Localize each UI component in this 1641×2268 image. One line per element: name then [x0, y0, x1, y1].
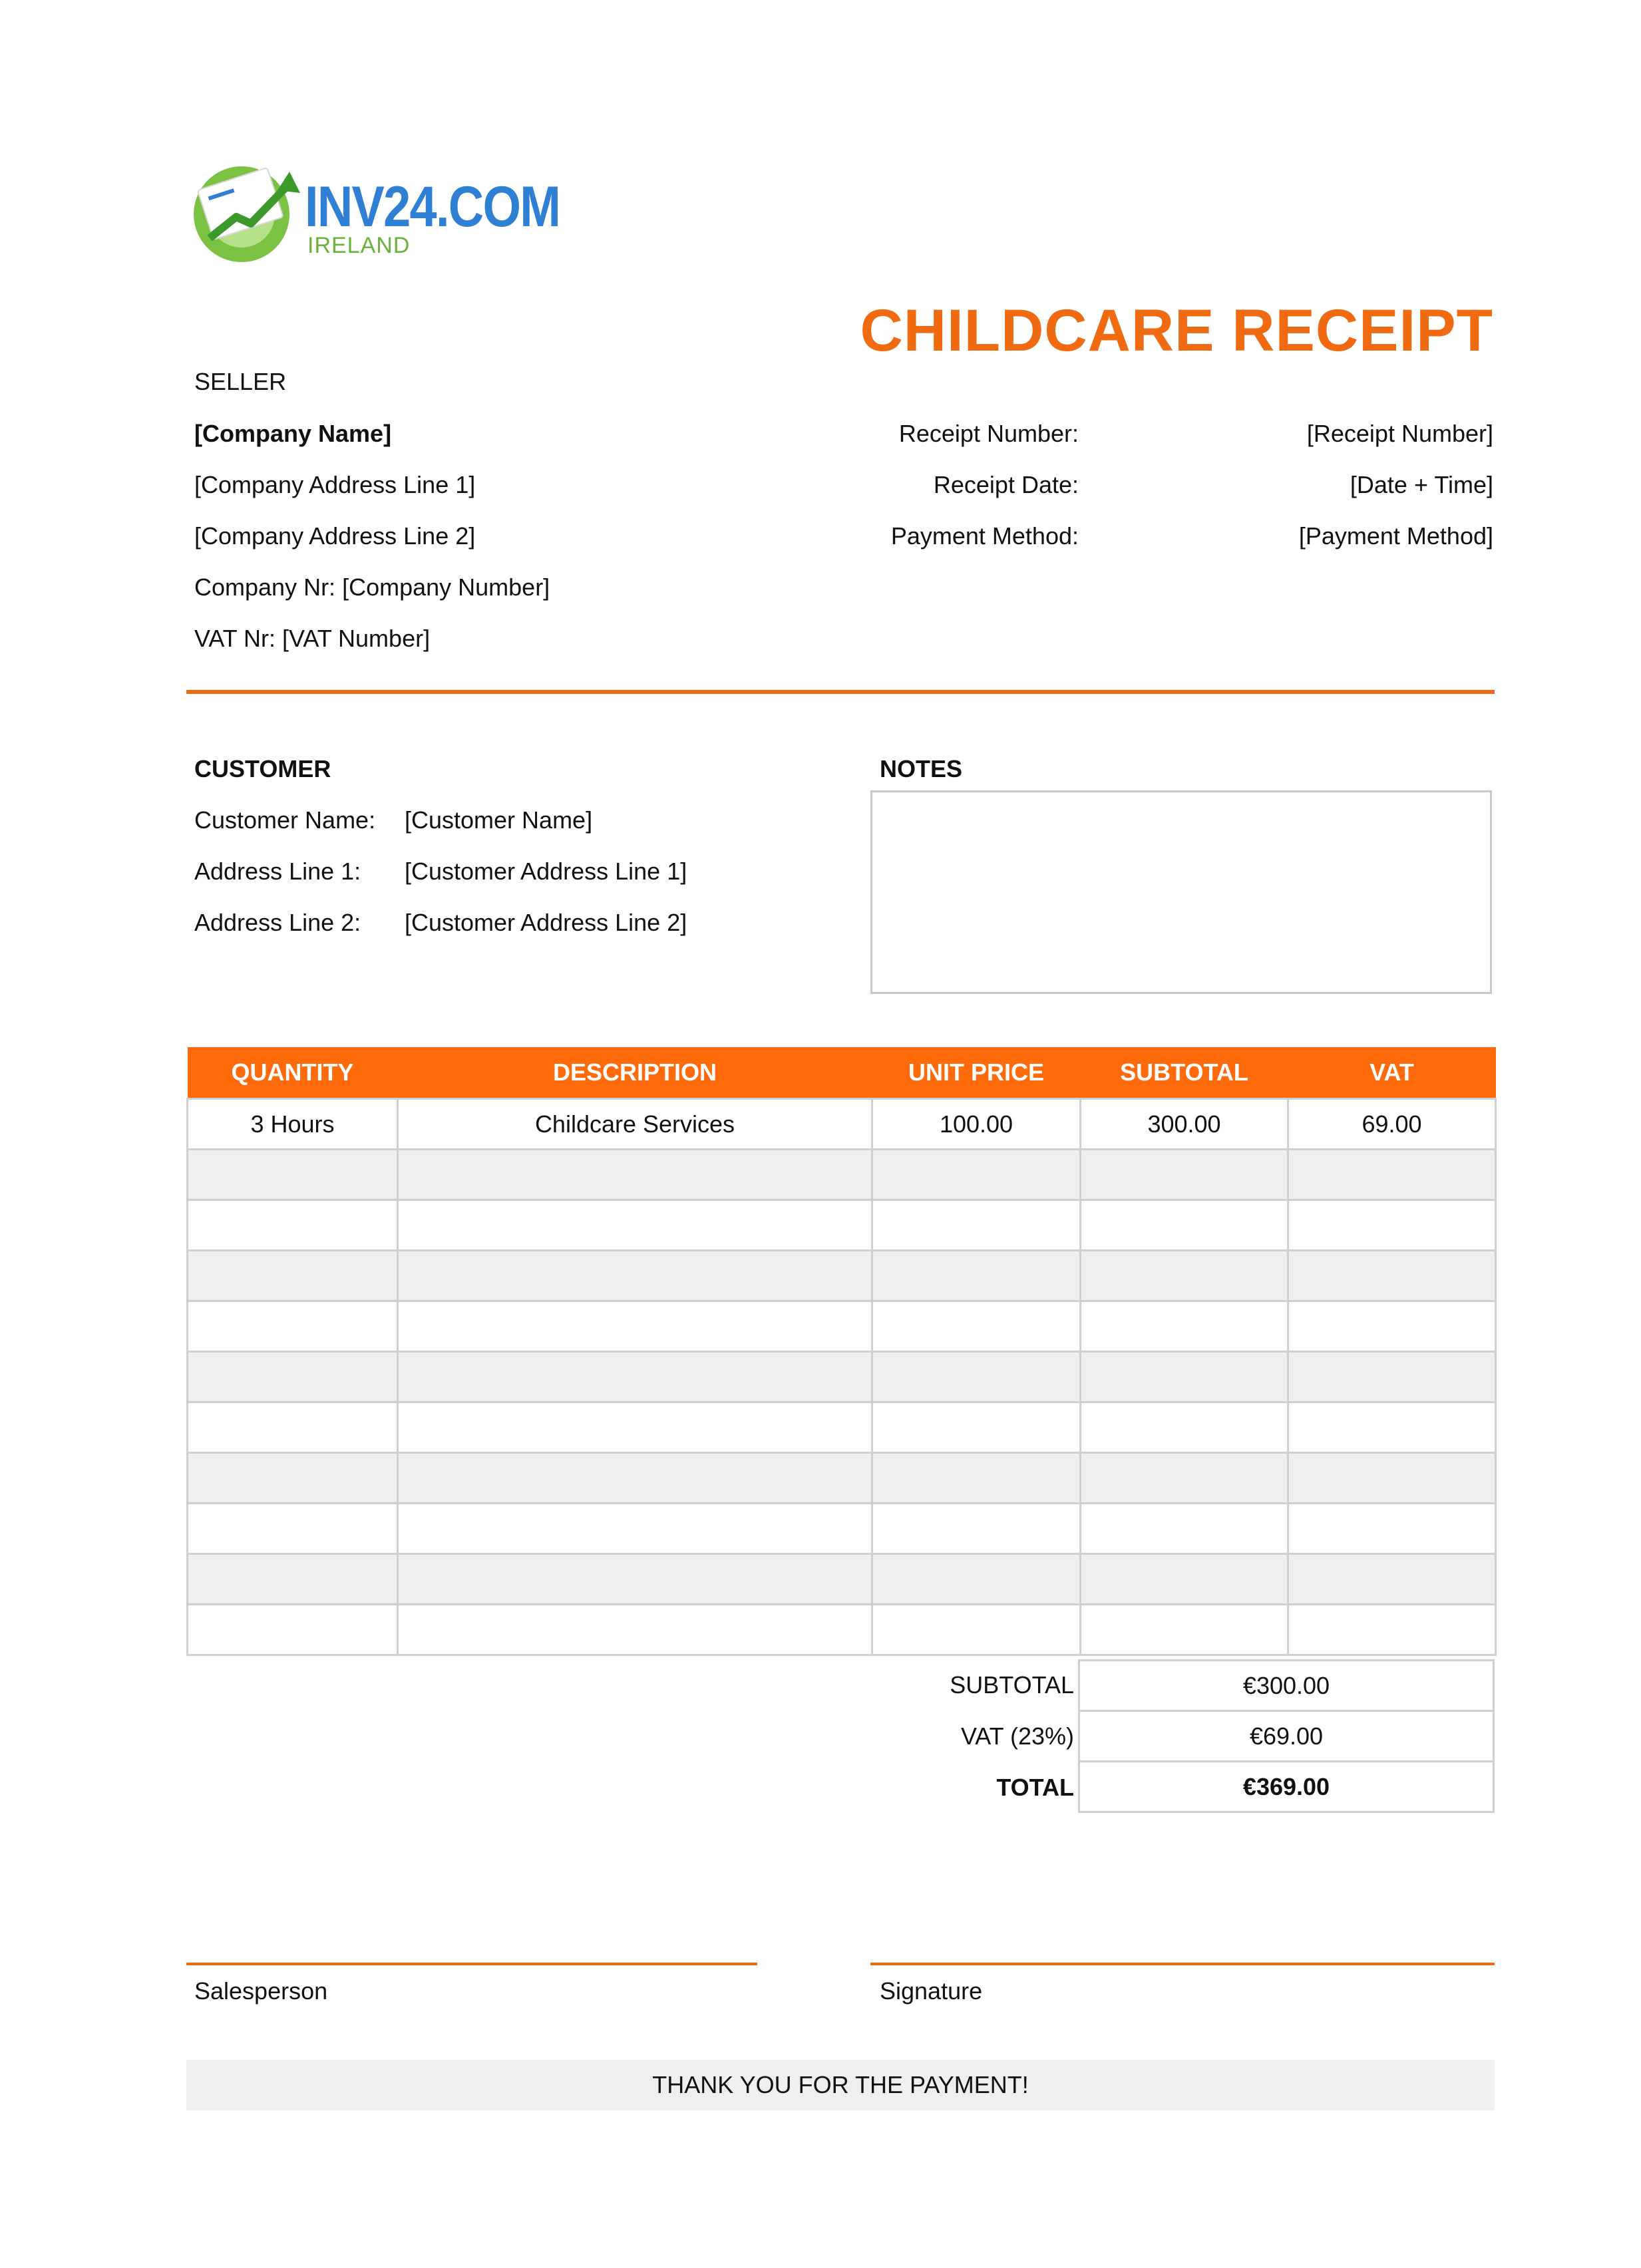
cell-quantity: [188, 1504, 398, 1554]
cell-description: [398, 1150, 872, 1200]
cell-description: [398, 1554, 872, 1605]
cell-vat: [1288, 1402, 1496, 1453]
table-row: [188, 1554, 1496, 1605]
seller-company-name: [Company Name]: [194, 420, 392, 447]
thank-you-banner: THANK YOU FOR THE PAYMENT!: [186, 2060, 1495, 2110]
cell-unit-price: [872, 1301, 1081, 1352]
receipt-date-value: [Date + Time]: [1350, 471, 1493, 498]
seller-vat-number: VAT Nr: [VAT Number]: [194, 625, 431, 652]
cell-vat: 69.00: [1288, 1099, 1496, 1150]
table-row: [188, 1251, 1496, 1301]
cell-quantity: [188, 1301, 398, 1352]
cell-vat: [1288, 1605, 1496, 1655]
cell-subtotal: [1081, 1150, 1288, 1200]
totals-table: [1078, 1659, 1495, 1813]
logo-text: INV24.COM: [305, 175, 560, 239]
header-subtotal: SUBTOTAL: [1081, 1047, 1288, 1099]
cell-unit-price: [872, 1150, 1081, 1200]
salesperson-label: Salesperson: [194, 1977, 328, 2005]
cell-description: [398, 1301, 872, 1352]
table-row: [188, 1504, 1496, 1554]
salesperson-line: [186, 1963, 757, 1965]
cell-description: [398, 1504, 872, 1554]
table-row: [188, 1301, 1496, 1352]
cell-description: [398, 1352, 872, 1402]
cell-vat: [1288, 1554, 1496, 1605]
cell-unit-price: [872, 1504, 1081, 1554]
grand-total-value: €369.00: [1079, 1762, 1494, 1812]
cell-vat: [1288, 1200, 1496, 1251]
cell-quantity: [188, 1554, 398, 1605]
cell-description: [398, 1605, 872, 1655]
cell-subtotal: [1081, 1352, 1288, 1402]
cell-unit-price: [872, 1200, 1081, 1251]
cell-vat: [1288, 1301, 1496, 1352]
table-row: [188, 1402, 1496, 1453]
table-row: [188, 1099, 1496, 1150]
receipt-date-label: Receipt Date:: [933, 471, 1079, 498]
table-row: [188, 1453, 1496, 1504]
cell-vat: [1288, 1352, 1496, 1402]
grand-total-label: TOTAL: [996, 1774, 1074, 1801]
customer-name-value: [Customer Name]: [405, 806, 593, 834]
cell-quantity: [188, 1453, 398, 1504]
cell-quantity: [188, 1251, 398, 1301]
customer-name-label: Customer Name:: [194, 806, 376, 834]
cell-unit-price: [872, 1352, 1081, 1402]
receipt-number-label: Receipt Number:: [898, 420, 1079, 447]
customer-heading: CUSTOMER: [194, 755, 331, 782]
cell-vat: [1288, 1150, 1496, 1200]
cell-quantity: [188, 1605, 398, 1655]
logo-subtitle: IRELAND: [307, 233, 411, 258]
cell-description: Childcare Services: [398, 1099, 872, 1150]
signature-label: Signature: [880, 1977, 983, 2005]
payment-method-label: Payment Method:: [890, 522, 1079, 550]
cell-quantity: [188, 1352, 398, 1402]
cell-subtotal: [1081, 1453, 1288, 1504]
cell-description: [398, 1402, 872, 1453]
cell-quantity: [188, 1200, 398, 1251]
header-vat: VAT: [1288, 1047, 1496, 1099]
notes-heading: NOTES: [880, 755, 963, 782]
cell-vat: [1288, 1453, 1496, 1504]
cell-subtotal: [1081, 1605, 1288, 1655]
items-table: [186, 1047, 1497, 1656]
cell-unit-price: [872, 1453, 1081, 1504]
notes-box[interactable]: [870, 790, 1492, 994]
cell-unit-price: [872, 1402, 1081, 1453]
cell-subtotal: [1081, 1301, 1288, 1352]
cell-vat: [1288, 1251, 1496, 1301]
logo-icon: [190, 158, 303, 265]
header-quantity: QUANTITY: [188, 1047, 398, 1099]
cell-unit-price: 100.00: [872, 1099, 1081, 1150]
table-row: [188, 1352, 1496, 1402]
subtotal-label: SUBTOTAL: [950, 1671, 1074, 1699]
cell-unit-price: [872, 1605, 1081, 1655]
seller-address-2: [Company Address Line 2]: [194, 522, 476, 550]
receipt-number-value: [Receipt Number]: [1306, 420, 1493, 447]
cell-subtotal: [1081, 1402, 1288, 1453]
signature-line: [870, 1963, 1495, 1965]
cell-unit-price: [872, 1554, 1081, 1605]
cell-description: [398, 1200, 872, 1251]
cell-quantity: [188, 1150, 398, 1200]
cell-vat: [1288, 1504, 1496, 1554]
cell-subtotal: [1081, 1251, 1288, 1301]
customer-address-1-value: [Customer Address Line 1]: [405, 858, 687, 885]
vat-total-value: €69.00: [1079, 1711, 1494, 1762]
cell-quantity: [188, 1402, 398, 1453]
cell-subtotal: [1081, 1200, 1288, 1251]
table-row: [188, 1150, 1496, 1200]
customer-address-1-label: Address Line 1:: [194, 858, 361, 885]
table-row: [188, 1605, 1496, 1655]
customer-address-2-label: Address Line 2:: [194, 909, 361, 936]
items-header-row: [188, 1047, 1496, 1099]
cell-subtotal: 300.00: [1081, 1099, 1288, 1150]
seller-heading: SELLER: [194, 368, 287, 395]
seller-company-number: Company Nr: [Company Number]: [194, 573, 550, 601]
vat-total-label: VAT (23%): [960, 1722, 1074, 1750]
header-unit-price: UNIT PRICE: [872, 1047, 1081, 1099]
page-title: CHILDCARE RECEIPT: [860, 297, 1493, 363]
seller-address-1: [Company Address Line 1]: [194, 471, 476, 498]
cell-subtotal: [1081, 1554, 1288, 1605]
subtotal-value: €300.00: [1079, 1661, 1494, 1711]
cell-description: [398, 1453, 872, 1504]
header-divider: [186, 690, 1495, 694]
header-description: DESCRIPTION: [398, 1047, 872, 1099]
cell-unit-price: [872, 1251, 1081, 1301]
customer-address-2-value: [Customer Address Line 2]: [405, 909, 687, 936]
table-row: [188, 1200, 1496, 1251]
payment-method-value: [Payment Method]: [1298, 522, 1493, 550]
cell-description: [398, 1251, 872, 1301]
cell-quantity: 3 Hours: [188, 1099, 398, 1150]
cell-subtotal: [1081, 1504, 1288, 1554]
